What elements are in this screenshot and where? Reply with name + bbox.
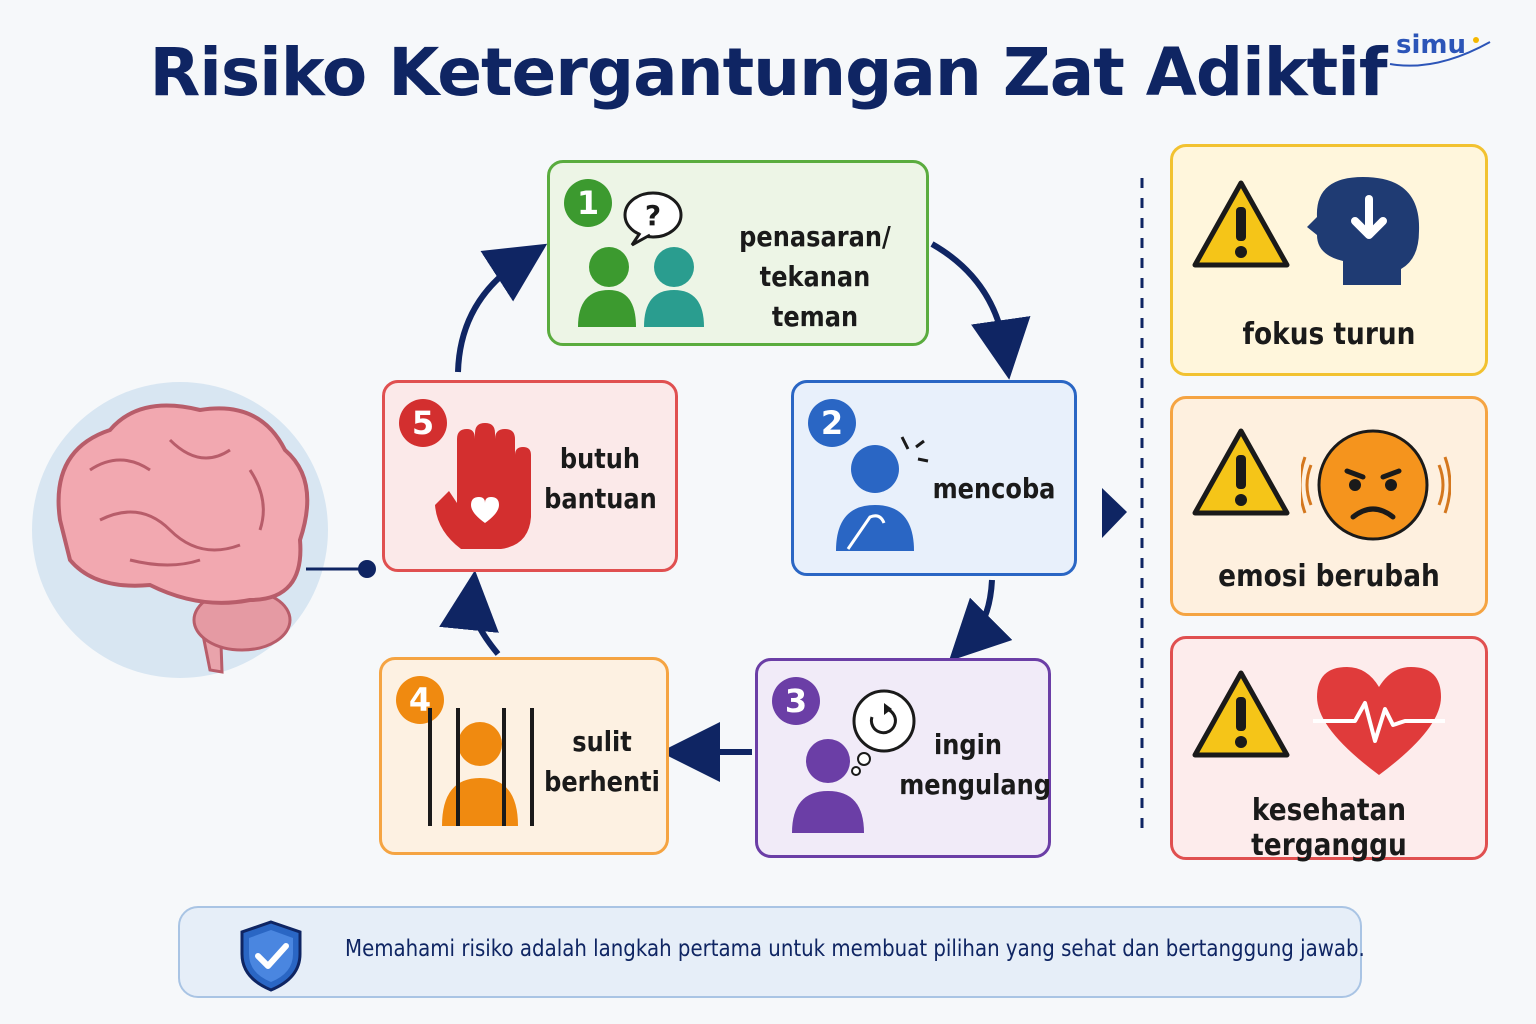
stage-4-label-line1: sulit [572,725,632,758]
stage-1-box [547,160,929,346]
stage-5-label-line1: butuh [559,442,641,475]
stage-3-badge: 3 [772,677,820,725]
svg-text:?: ? [644,199,662,232]
hand-heart-icon [431,421,541,551]
arrow-2-to-3 [970,580,992,640]
brain-icon [32,382,376,678]
arrow-1-to-2 [932,244,1005,350]
stage-4-box [379,657,669,855]
friends-speech-question-icon [574,185,714,335]
heart-pulse-icon [1309,659,1459,779]
warning-icon [1191,177,1291,273]
effect-emotion-label: emosi berubah [1218,559,1440,594]
stage-1-badge: 1 [564,179,612,227]
effect-health-label: kesehatan terganggu [1251,793,1407,863]
stage-2-label: mencoba [932,472,1056,505]
stage-4-label-line2: berhenti [544,765,660,798]
warning-icon [1191,425,1291,521]
arrow-4-to-5 [472,600,498,654]
head-arrow-down-icon [1303,169,1433,289]
effect-emotion-box [1170,396,1488,616]
warning-icon [1191,667,1291,763]
stage-1-label-line2: tekanan teman [759,260,871,333]
stage-3-box [755,658,1051,858]
stage-2-badge: 2 [808,399,856,447]
pointer-triangle-icon [1102,488,1127,538]
stage-5-box [382,380,678,572]
stage-1-label-line1: penasaran/ [739,220,891,253]
effect-focus-label: fokus turun [1242,317,1416,352]
angry-face-icon [1301,421,1451,551]
stage-3-label-line1: ingin [933,728,1003,761]
stage-5-badge: 5 [399,399,447,447]
shield-check-icon [236,918,306,992]
effect-health-box [1170,636,1488,863]
simu-logo: simu [1386,28,1496,78]
stage-3-label-line2: mengulang [899,768,1052,801]
person-behind-bars-icon [420,702,540,832]
footer-message: Memahami risiko adalah langkah pertama untuk membuat pilihan yang sehat dan bertanggung jawab. [345,936,1365,962]
effect-focus-box [1170,144,1488,376]
person-trying-icon [830,427,940,557]
stage-5-label-line2: bantuan [544,482,657,515]
footer-banner [178,906,1365,998]
page-title: Risiko Ketergantungan Zat Adiktif [149,34,1387,111]
stage-2-box [791,380,1077,576]
stage-4-badge: 4 [396,676,444,724]
arrow-5-to-1 [458,260,522,372]
